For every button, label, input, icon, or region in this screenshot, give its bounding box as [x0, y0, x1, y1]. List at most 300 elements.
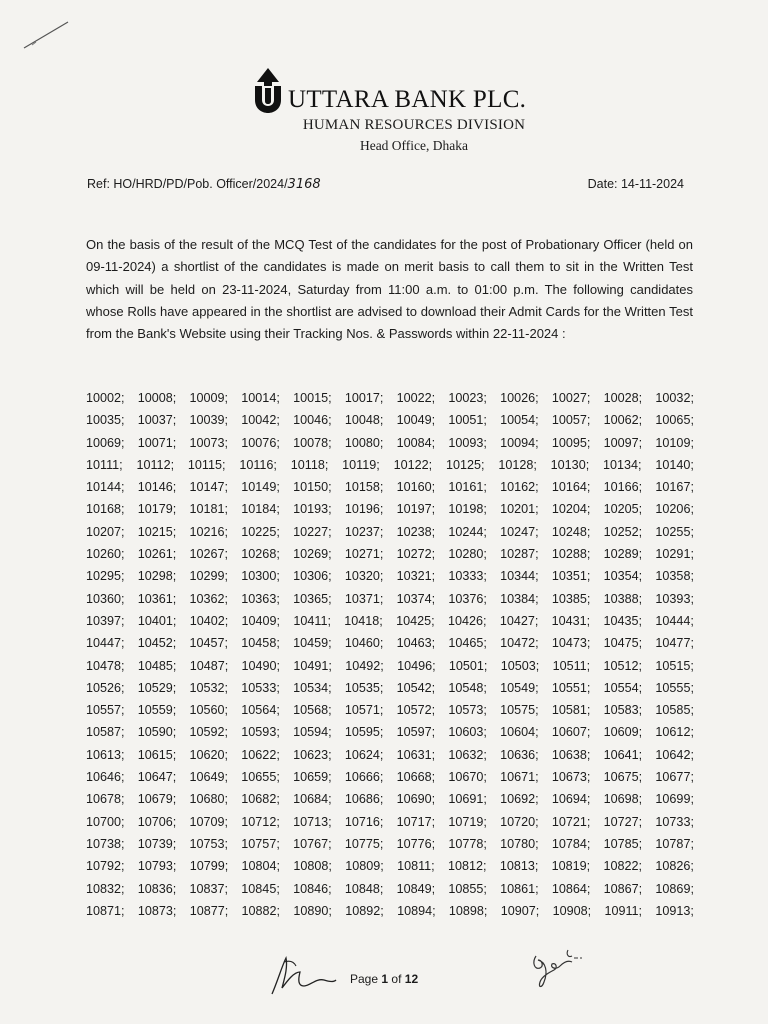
roll-number: 10780;	[500, 836, 539, 851]
roll-row	[86, 632, 694, 654]
roll-number: 10871;	[86, 903, 125, 918]
roll-number: 10193;	[293, 502, 332, 517]
roll-row	[86, 900, 694, 922]
roll-number: 10078;	[293, 435, 332, 450]
roll-row	[86, 454, 694, 476]
roll-number: 10535;	[344, 680, 384, 695]
roll-number: 10425;	[396, 613, 435, 628]
roll-number: 10473;	[551, 636, 591, 651]
roll-row	[86, 721, 694, 743]
roll-number: 10646;	[86, 770, 125, 785]
roll-number: 10555;	[655, 680, 694, 695]
roll-number: 10677;	[655, 770, 694, 785]
roll-number: 10712;	[241, 814, 280, 829]
roll-number: 10227;	[293, 524, 332, 539]
roll-number: 10739;	[137, 836, 177, 851]
roll-number: 10128;	[498, 457, 537, 472]
roll-number: 10431;	[551, 613, 591, 628]
roll-number: 10140;	[655, 457, 694, 472]
roll-number: 10845;	[241, 881, 280, 896]
roll-number: 10444;	[655, 613, 694, 628]
roll-number: 10778;	[448, 836, 487, 851]
roll-number: 10452;	[137, 636, 177, 651]
page-footer	[0, 950, 768, 1010]
roll-number: 10017;	[344, 391, 384, 405]
roll-number: 10819;	[551, 859, 591, 874]
roll-number: 10784;	[551, 836, 591, 851]
roll-number: 10362;	[189, 591, 229, 606]
roll-number: 10686;	[344, 792, 384, 807]
roll-number: 10097;	[603, 435, 643, 450]
roll-number-list	[86, 387, 694, 922]
roll-number: 10572;	[396, 703, 436, 718]
roll-number: 10465;	[448, 636, 487, 651]
roll-number: 10206;	[655, 502, 694, 517]
roll-number: 10785;	[603, 836, 643, 851]
roll-number: 10459;	[293, 636, 332, 651]
roll-number: 10022;	[396, 391, 436, 405]
roll-number: 10638;	[551, 747, 591, 762]
roll-number: 10612;	[655, 725, 694, 740]
roll-number: 10162;	[500, 480, 539, 495]
roll-number: 10385;	[551, 591, 591, 606]
roll-number: 10388;	[603, 591, 643, 606]
roll-number: 10727;	[603, 814, 643, 829]
roll-number: 10898;	[448, 903, 488, 918]
reference-number: 3168	[287, 177, 321, 192]
roll-number: 10690;	[396, 792, 436, 807]
roll-number: 10179;	[137, 502, 177, 517]
office-location: Head Office, Dhaka	[359, 138, 469, 153]
roll-number: 10094;	[500, 435, 539, 450]
roll-row	[86, 565, 694, 587]
roll-number: 10812;	[447, 859, 487, 874]
roll-number: 10873;	[137, 903, 177, 918]
roll-number: 10198;	[448, 502, 487, 517]
roll-number: 10713;	[293, 814, 332, 829]
roll-number: 10184;	[241, 502, 280, 517]
roll-number: 10666;	[344, 770, 384, 785]
roll-number: 10351;	[551, 569, 591, 584]
roll-number: 10849;	[396, 881, 436, 896]
roll-number: 10678;	[86, 792, 125, 807]
roll-number: 10080;	[344, 435, 384, 450]
roll-number: 10166;	[603, 480, 643, 495]
roll-number: 10811;	[397, 859, 435, 874]
bank-name: UTTARA BANK PLC.	[288, 86, 527, 113]
roll-number: 10716;	[344, 814, 384, 829]
roll-number: 10023;	[448, 391, 487, 405]
roll-number: 10027;	[551, 391, 591, 405]
roll-number: 10671;	[500, 770, 539, 785]
roll-number: 10280;	[448, 547, 487, 562]
roll-number: 10877;	[189, 903, 229, 918]
roll-number: 10490;	[241, 658, 281, 673]
roll-number: 10585;	[655, 703, 694, 718]
roll-number: 10855;	[448, 881, 487, 896]
roll-number: 10298;	[137, 569, 177, 584]
roll-number: 10680;	[189, 792, 229, 807]
roll-number: 10168;	[86, 502, 125, 517]
roll-row	[86, 744, 694, 766]
roll-number: 10457;	[189, 636, 229, 651]
roll-number: 10642;	[655, 747, 694, 762]
date-line: Date: 14-11-2024	[587, 177, 684, 191]
roll-row	[86, 833, 694, 855]
roll-number: 10487;	[189, 658, 229, 673]
roll-number: 10622;	[241, 747, 280, 762]
roll-number: 10836;	[137, 881, 177, 896]
roll-number: 10568;	[293, 703, 332, 718]
roll-number: 10268;	[241, 547, 280, 562]
roll-number: 10472;	[500, 636, 539, 651]
roll-number: 10532;	[189, 680, 229, 695]
roll-number: 10757;	[241, 836, 280, 851]
roll-number: 10542;	[396, 680, 436, 695]
roll-number: 10809;	[345, 859, 384, 874]
roll-number: 10112;	[136, 457, 175, 472]
roll-number: 10115;	[187, 457, 226, 472]
roll-number: 10557;	[86, 703, 125, 718]
roll-number: 10908;	[552, 903, 592, 918]
roll-number: 10205;	[603, 502, 643, 517]
roll-number: 10028;	[603, 391, 643, 405]
roll-number: 10775;	[344, 836, 384, 851]
roll-number: 10776;	[396, 836, 436, 851]
roll-row	[86, 543, 694, 565]
roll-number: 10216;	[189, 524, 229, 539]
roll-number: 10882;	[241, 903, 281, 918]
roll-number: 10300;	[241, 569, 280, 584]
roll-number: 10035;	[86, 413, 125, 428]
roll-number: 10002;	[86, 391, 125, 405]
roll-number: 10076;	[241, 435, 280, 450]
roll-number: 10911;	[604, 903, 643, 918]
roll-number: 10913;	[655, 903, 694, 918]
roll-number: 10069;	[86, 435, 125, 450]
roll-row	[86, 610, 694, 632]
roll-number: 10655;	[241, 770, 280, 785]
roll-number: 10609;	[603, 725, 643, 740]
roll-number: 10306;	[293, 569, 332, 584]
roll-number: 10485;	[137, 658, 177, 673]
roll-number: 10207;	[86, 524, 125, 539]
page-number: Page 1 of 12	[350, 972, 419, 986]
roll-number: 10161;	[448, 480, 487, 495]
reference-line	[87, 177, 321, 192]
roll-number: 10150;	[293, 480, 332, 495]
roll-number: 10026;	[500, 391, 539, 405]
roll-number: 10548;	[448, 680, 487, 695]
roll-row	[86, 788, 694, 810]
roll-number: 10846;	[293, 881, 332, 896]
roll-number: 10692;	[500, 792, 539, 807]
roll-number: 10393;	[655, 591, 694, 606]
roll-number: 10009;	[189, 391, 229, 405]
roll-number: 10057;	[551, 413, 591, 428]
roll-row	[86, 387, 694, 409]
roll-number: 10649;	[189, 770, 229, 785]
roll-number: 10144;	[86, 480, 125, 495]
roll-number: 10291;	[655, 547, 694, 562]
roll-number: 10684;	[293, 792, 332, 807]
roll-number: 10864;	[551, 881, 591, 896]
roll-number: 10594;	[293, 725, 332, 740]
roll-number: 10046;	[293, 413, 332, 428]
roll-number: 10111;	[86, 457, 123, 472]
roll-number: 10361;	[137, 591, 177, 606]
roll-number: 10571;	[344, 703, 384, 718]
roll-number: 10706;	[137, 814, 177, 829]
roll-number: 10597;	[396, 725, 436, 740]
roll-number: 10201;	[500, 502, 539, 517]
roll-number: 10620;	[189, 747, 229, 762]
roll-number: 10907;	[500, 903, 540, 918]
roll-row	[86, 498, 694, 520]
roll-number: 10512;	[603, 658, 643, 673]
roll-number: 10607;	[551, 725, 591, 740]
roll-number: 10269;	[293, 547, 332, 562]
roll-number: 10287;	[500, 547, 539, 562]
roll-number: 10799;	[189, 859, 229, 874]
roll-number: 10593;	[241, 725, 280, 740]
roll-number: 10146;	[137, 480, 177, 495]
roll-number: 10792;	[86, 859, 125, 874]
roll-number: 10709;	[189, 814, 229, 829]
pen-stroke-mark	[22, 18, 72, 52]
roll-number: 10793;	[137, 859, 177, 874]
reference-prefix: Ref: HO/HRD/PD/Pob. Officer/2024/	[87, 177, 288, 191]
roll-number: 10164;	[551, 480, 591, 495]
roll-number: 10717;	[396, 814, 436, 829]
roll-number: 10042;	[241, 413, 280, 428]
roll-number: 10402;	[189, 613, 229, 628]
roll-number: 10048;	[344, 413, 384, 428]
roll-number: 10015;	[293, 391, 332, 405]
roll-number: 10037;	[137, 413, 177, 428]
roll-number: 10837;	[189, 881, 229, 896]
roll-number: 10808;	[293, 859, 332, 874]
roll-number: 10673;	[551, 770, 591, 785]
roll-number: 10738;	[86, 836, 125, 851]
roll-number: 10826;	[655, 859, 694, 874]
roll-number: 10720;	[500, 814, 539, 829]
roll-number: 10675;	[603, 770, 643, 785]
roll-number: 10333;	[448, 569, 487, 584]
roll-number: 10261;	[137, 547, 177, 562]
roll-number: 10575;	[500, 703, 539, 718]
roll-number: 10813;	[499, 859, 539, 874]
roll-number: 10632;	[448, 747, 487, 762]
roll-number: 10460;	[344, 636, 384, 651]
roll-number: 10411;	[293, 613, 331, 628]
roll-number: 10526;	[86, 680, 125, 695]
roll-number: 10613;	[86, 747, 125, 762]
roll-row	[86, 878, 694, 900]
roll-number: 10564;	[241, 703, 280, 718]
roll-number: 10447;	[86, 636, 125, 651]
roll-number: 10804;	[241, 859, 281, 874]
roll-number: 10767;	[293, 836, 332, 851]
roll-number: 10289;	[603, 547, 643, 562]
roll-number: 10682;	[241, 792, 280, 807]
uttara-bank-logo-icon	[250, 66, 286, 114]
roll-number: 10636;	[500, 747, 539, 762]
roll-number: 10603;	[448, 725, 487, 740]
roll-number: 10699;	[655, 792, 694, 807]
roll-number: 10511;	[552, 658, 591, 673]
roll-number: 10409;	[241, 613, 281, 628]
roll-number: 10832;	[86, 881, 125, 896]
roll-number: 10248;	[551, 524, 591, 539]
roll-number: 10615;	[137, 747, 177, 762]
roll-number: 10272;	[396, 547, 436, 562]
roll-number: 10822;	[603, 859, 643, 874]
roll-number: 10271;	[344, 547, 384, 562]
roll-row	[86, 655, 694, 677]
roll-number: 10260;	[86, 547, 125, 562]
roll-number: 10032;	[655, 391, 694, 405]
roll-number: 10691;	[448, 792, 487, 807]
roll-number: 10054;	[500, 413, 539, 428]
roll-number: 10371;	[344, 591, 384, 606]
roll-number: 10554;	[603, 680, 643, 695]
roll-number: 10397;	[86, 613, 125, 628]
roll-number: 10560;	[189, 703, 229, 718]
roll-row	[86, 699, 694, 721]
roll-number: 10039;	[189, 413, 229, 428]
roll-number: 10668;	[396, 770, 436, 785]
roll-number: 10062;	[603, 413, 643, 428]
roll-number: 10869;	[655, 881, 694, 896]
roll-number: 10534;	[293, 680, 332, 695]
roll-number: 10252;	[603, 524, 643, 539]
roll-number: 10583;	[603, 703, 643, 718]
roll-number: 10295;	[86, 569, 125, 584]
roll-number: 10700;	[86, 814, 125, 829]
roll-number: 10670;	[448, 770, 487, 785]
roll-number: 10848;	[344, 881, 384, 896]
division-title: HUMAN RESOURCES DIVISION	[302, 117, 526, 133]
roll-number: 10515;	[655, 658, 694, 673]
roll-number: 10360;	[86, 591, 125, 606]
roll-number: 10533;	[241, 680, 280, 695]
roll-number: 10118;	[290, 457, 329, 472]
roll-number: 10478;	[86, 658, 125, 673]
roll-number: 10463;	[396, 636, 436, 651]
roll-number: 10167;	[655, 480, 694, 495]
roll-number: 10477;	[655, 636, 694, 651]
signature-left	[268, 950, 338, 996]
roll-number: 10861;	[500, 881, 539, 896]
roll-number: 10320;	[344, 569, 384, 584]
roll-number: 10458;	[241, 636, 280, 651]
roll-number: 10892;	[345, 903, 384, 918]
roll-row	[86, 432, 694, 454]
roll-number: 10435;	[603, 613, 643, 628]
roll-number: 10694;	[551, 792, 591, 807]
roll-number: 10084;	[396, 435, 436, 450]
roll-number: 10363;	[241, 591, 280, 606]
roll-number: 10149;	[241, 480, 280, 495]
roll-row	[86, 811, 694, 833]
roll-number: 10590;	[137, 725, 177, 740]
roll-number: 10116;	[239, 457, 277, 472]
roll-number: 10641;	[603, 747, 643, 762]
roll-row	[86, 409, 694, 431]
roll-row	[86, 476, 694, 498]
roll-number: 10719;	[448, 814, 487, 829]
roll-number: 10753;	[189, 836, 229, 851]
roll-number: 10894;	[397, 903, 436, 918]
roll-number: 10196;	[344, 502, 384, 517]
roll-number: 10215;	[137, 524, 177, 539]
roll-number: 10592;	[189, 725, 229, 740]
roll-number: 10065;	[655, 413, 694, 428]
roll-number: 10197;	[396, 502, 436, 517]
roll-number: 10604;	[500, 725, 539, 740]
roll-number: 10384;	[500, 591, 539, 606]
roll-row	[86, 677, 694, 699]
page-current: 1	[381, 972, 389, 986]
roll-number: 10529;	[137, 680, 177, 695]
roll-number: 10503;	[500, 658, 540, 673]
roll-number: 10238;	[396, 524, 436, 539]
roll-number: 10299;	[189, 569, 229, 584]
roll-number: 10647;	[137, 770, 177, 785]
roll-number: 10721;	[551, 814, 591, 829]
roll-number: 10049;	[396, 413, 436, 428]
roll-number: 10125;	[445, 457, 485, 472]
roll-number: 10134;	[603, 457, 642, 472]
roll-number: 10867;	[603, 881, 643, 896]
roll-number: 10890;	[293, 903, 332, 918]
roll-number: 10559;	[137, 703, 177, 718]
roll-number: 10095;	[551, 435, 591, 450]
roll-number: 10255;	[655, 524, 694, 539]
roll-number: 10496;	[397, 658, 436, 673]
page-total: 12	[404, 972, 419, 986]
roll-number: 10225;	[241, 524, 280, 539]
roll-number: 10573;	[448, 703, 487, 718]
roll-number: 10427;	[499, 613, 539, 628]
roll-row	[86, 855, 694, 877]
roll-number: 10267;	[189, 547, 229, 562]
roll-number: 10244;	[448, 524, 487, 539]
roll-number: 10093;	[448, 435, 487, 450]
roll-number: 10204;	[551, 502, 591, 517]
roll-number: 10358;	[655, 569, 694, 584]
roll-number: 10659;	[293, 770, 332, 785]
roll-number: 10595;	[344, 725, 384, 740]
roll-number: 10376;	[448, 591, 487, 606]
roll-number: 10623;	[293, 747, 332, 762]
roll-number: 10733;	[655, 814, 694, 829]
logo-row	[250, 64, 526, 114]
roll-number: 10181;	[189, 502, 229, 517]
roll-number: 10581;	[551, 703, 591, 718]
roll-number: 10587;	[86, 725, 125, 740]
roll-number: 10418;	[344, 613, 383, 628]
roll-number: 10071;	[137, 435, 177, 450]
roll-number: 10501;	[448, 658, 488, 673]
roll-number: 10158;	[344, 480, 384, 495]
roll-number: 10492;	[345, 658, 384, 673]
roll-number: 10549;	[500, 680, 539, 695]
roll-number: 10288;	[551, 547, 591, 562]
roll-number: 10147;	[189, 480, 229, 495]
intro-paragraph: On the basis of the result of the MCQ Test of the candidates for the post of Probationary Officer (held on 09-11-2024) a shortlist of the candidates is made on merit basis to call them to sit in the Written Test which will be held on 23-11-2024, Saturday from 11:00 a.m. to 01:00 p.m. The following candidates whose Rolls have appeared in the shortlist are advised to download their Admit Cards for the Written Test from the Bank's Website using their Tracking Nos. & Passwords within 22-11-2024 :	[86, 237, 693, 342]
